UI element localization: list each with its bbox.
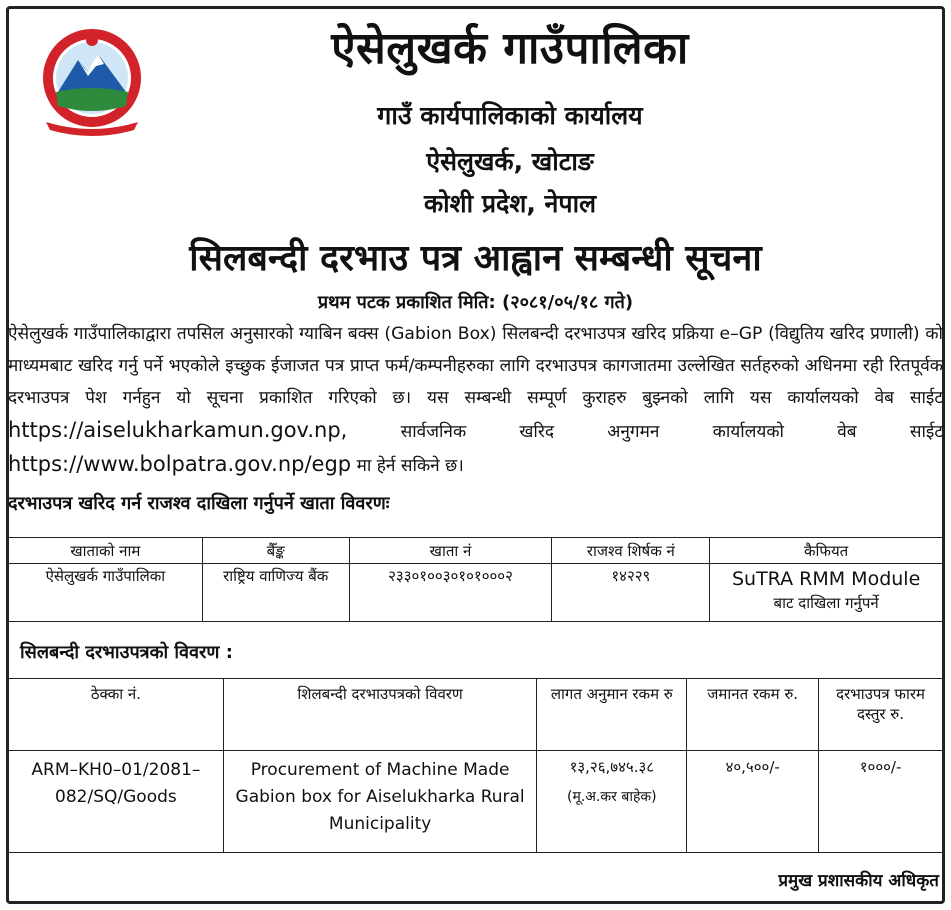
table-row	[9, 751, 943, 853]
cell-description: Procurement of Machine Made Gabion box for Aiselukharka Rural Municipality	[223, 751, 537, 853]
header-revenue-head: राजश्व शिर्षक नं	[552, 538, 710, 564]
header-security: जमानत रकम रु.	[687, 679, 819, 751]
cell-account-name: ऐसेलुखर्क गाउँपालिका	[9, 564, 203, 622]
published-date: प्रथम पटक प्रकाशित मिति: (२०८१/०५/१८ गते)	[317, 292, 634, 313]
header-remarks: कैफियत	[710, 538, 943, 564]
header-account-name: खाताको नाम	[9, 538, 203, 564]
account-table	[8, 537, 943, 622]
remarks-main: SuTRA RMM Module	[731, 568, 921, 590]
location: ऐसेलुखर्क, खोटाङ	[426, 147, 594, 176]
cell-bank: राष्ट्रिय वाणिज्य बैंक	[202, 564, 349, 622]
cell-security: ४०,५००/-	[687, 751, 819, 853]
body-text-b: सार्वजनिक खरिद अनुगमन कार्यालयको वेब साईट	[347, 422, 943, 442]
header-form-fee: दरभाउपत्र फारम दस्तुर रु.	[819, 679, 943, 751]
remarks-sub: बाट दाखिला गर्नुपर्ने	[773, 594, 879, 612]
cell-estimate	[537, 751, 687, 853]
org-name: ऐसेलुखर्क गाउँपालिका	[331, 23, 689, 74]
account-heading: दरभाउपत्र खरिद गर्न राजश्व दाखिला गर्नुपर्ने खाता विवरणः	[8, 493, 390, 514]
estimate-value: १३,२६,७४५.३८	[569, 758, 655, 776]
bid-heading: सिलबन्दी दरभाउपत्रको विवरण :	[20, 642, 233, 663]
cell-remarks	[710, 564, 943, 622]
estimate-note: (मू.अ.कर बाहेक)	[567, 789, 657, 805]
header-description: शिलबन्दी दरभाउपत्रको विवरण	[223, 679, 537, 751]
table-header-row	[9, 679, 943, 751]
municipality-url[interactable]: https://aiselukharkamun.gov.np,	[8, 418, 348, 442]
header-estimate: लागत अनुमान रकम रु	[537, 679, 687, 751]
bid-table	[8, 678, 943, 853]
header-bank: बैँङ्क	[202, 538, 349, 564]
body-text-a: ऐसेलुखर्क गाउँपालिकाद्वारा तपसिल अनुसारको ग्याबिन बक्स (Gabion Box) सिलबन्दी दरभाउपत्र खरिद प्रक्रिया e–GP (विद्युतिय खरिद प्रणाली) को माध्यमबाट खरिद गर्नु पर्ने भएकोले इच्छुक ईजाजत पत्र प्राप्त फर्म/कम्पनीहरुका लागि दरभाउपत्र कागजातमा उल्लेखित सर्तहरुको अधिनमा रही रितपूर्वक दरभाउपत्र पेश गर्नहुन यो सूचना प्रकाशित गरिएको छ। यस सम्बन्धी सम्पूर्ण कुराहरु बुझ्नको लागि यस कार्यालयको वेब साईट	[8, 324, 943, 408]
table-header-row	[9, 538, 943, 564]
notice-body	[8, 318, 943, 482]
body-text-c: मा हेर्न सकिने छ।	[351, 456, 464, 476]
cell-account-no: २३३०१००३०१०१०००२	[349, 564, 552, 622]
cell-form-fee: १०००/-	[819, 751, 943, 853]
notice-title: सिलबन्दी दरभाउ पत्र आह्वान सम्बन्धी सूचना	[189, 238, 762, 279]
header-contract-no: ठेक्का नं.	[9, 679, 224, 751]
government-emblem-icon	[26, 26, 158, 138]
table-row	[9, 564, 943, 622]
office-name: गाउँ कार्यपालिकाको कार्यालय	[377, 101, 643, 130]
signature-title: प्रमुख प्रशासकीय अधिकृत	[778, 871, 939, 891]
province: कोशी प्रदेश, नेपाल	[423, 189, 597, 218]
cell-contract-no: ARM–KH0–01/2081–082/SQ/Goods	[9, 751, 224, 853]
cell-revenue-head: १४२२९	[552, 564, 710, 622]
header-account-no: खाता नं	[349, 538, 552, 564]
bolpatra-url[interactable]: https://www.bolpatra.gov.np/egp	[8, 452, 352, 476]
